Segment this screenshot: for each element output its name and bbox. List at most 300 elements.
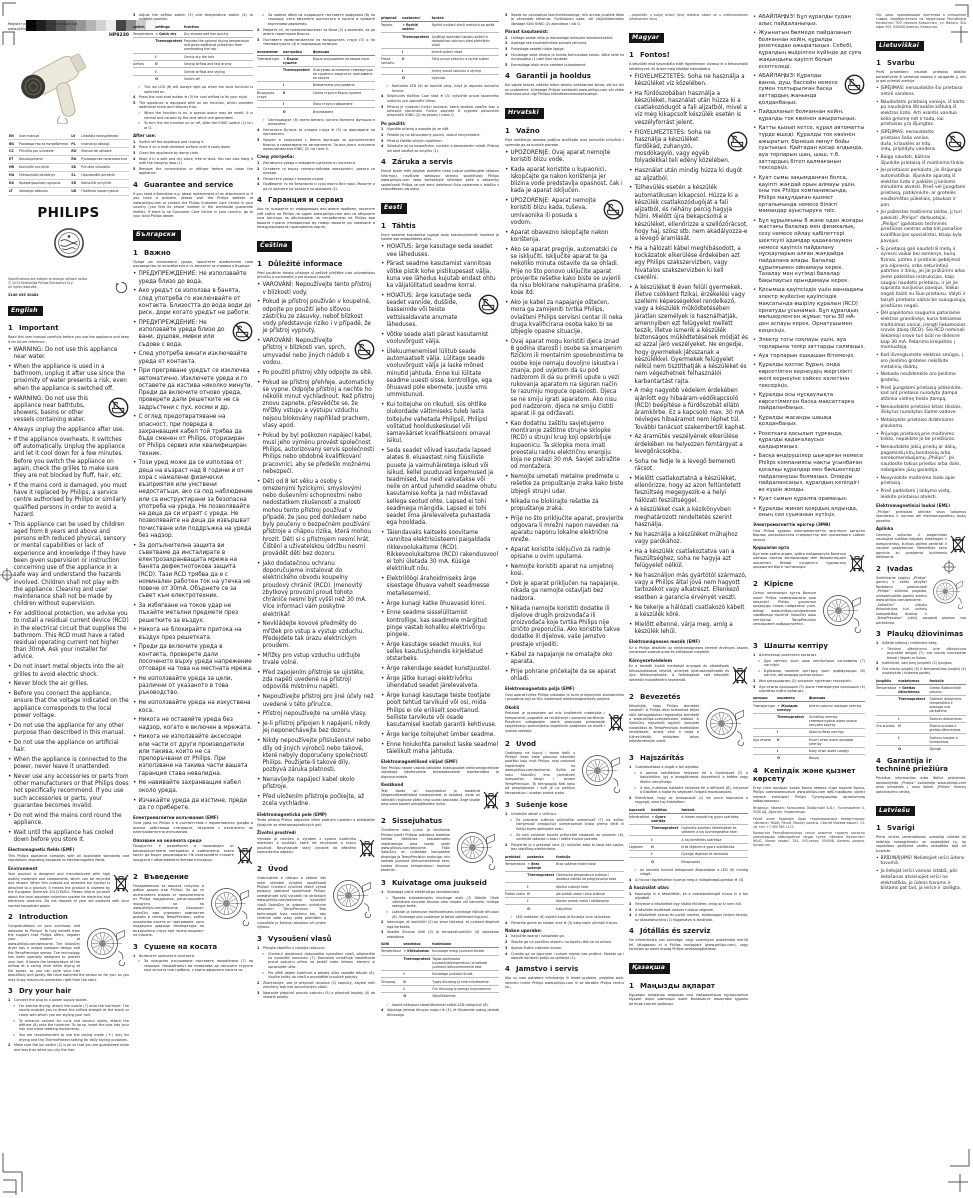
safety-bullet: [381, 332, 499, 346]
step-marker: 2: [629, 902, 632, 907]
safety-bullet: [8, 740, 129, 754]
table-header: funktsioon: [432, 941, 499, 948]
step-marker: 1: [505, 35, 508, 40]
step-marker: »: [138, 121, 141, 126]
step-item: [753, 679, 865, 683]
bullet-text: Jako dodatečnou ochranu doporučujeme instalovat do elektrického obvodu koupelny proudový chránič (RCD). Jmenovitý zbytkový provozní proud tohoto chrániče nesmí být vyšší než 30 mA. Více informací vám poskytne elektrikář.: [262, 560, 367, 618]
table-cell: [381, 48, 402, 55]
safety-bullet: [8, 664, 129, 678]
weee-bin-icon: [732, 665, 748, 686]
step-item: [505, 818, 624, 831]
safety-bullet: [876, 869, 966, 892]
section-number: 4: [257, 196, 262, 205]
table-cell: Optimali džiovinimo temperatūra ir apsauga nuo perkaitimo: [930, 696, 967, 715]
bullet-text: Ako je kabel za napajanje oštećen, mora ga zamijeniti tvrtka Philips, ovlašteni Philips servisni centar ili neka druga kvalificirana osoba kako bi se izbjegle opasne situacije.: [510, 300, 623, 335]
safety-bullet-list: [257, 282, 375, 808]
step-marker: ✓: [138, 111, 141, 116]
step-list: [505, 13, 624, 26]
language-name: Instrukcja obsługi: [80, 140, 129, 148]
bullet-text: Преди да включите уреда в контакта, проверете дали посоченото върху уреда напрежение отговаря на това на местната мрежа.: [138, 644, 253, 673]
step-marker: 2: [8, 1043, 11, 1048]
subsection-heading: Elektromagnetilised väljad (EMF): [381, 759, 458, 765]
table-cell: Optimalna temperatura sušenja i dodatna zaštita od pregrijavanja kose: [556, 871, 624, 882]
table-cell: Thermoprotect: [777, 713, 809, 728]
paragraph: Осы Philips құралы электромагниттік өрістерге қатысты барлық қолданыстағы стандарттар мен ережелерге сәйкес келеді.: [753, 528, 865, 542]
step-text: To enhance volume for curls and bouncy styles, attach the diffuser (8) onto the hairdryer. To do so, insert the pins into your hair and make rotating movements.: [19, 1018, 129, 1032]
table-row: [257, 101, 375, 108]
step-marker: 2: [876, 661, 879, 666]
table-cell: II: [403, 978, 432, 985]
table-cell: Silný proud vzduchu a rychlé sušení: [432, 56, 499, 67]
bullet-text: Nenavíjejte napájecí kabel okolo přístroje.: [262, 777, 355, 791]
bullet-text: Használat után mindig húzza ki dugót az aljzatból.: [634, 168, 743, 182]
section-heading: [505, 965, 624, 973]
table-row: [876, 715, 966, 722]
settings-table: [381, 941, 499, 999]
step-marker: 1: [8, 998, 11, 1003]
bullet-text: Қатты қызып кетсе, құрал автоматты түрде өшеді. Құралды ток көзінен ажыратып, бірнеше минут бойы суытыңыз. Қайтадан қосар алдында, ауа торларын шаң, шаш, т.б. заттардың бітеп қалмағанын тексеріңіз.: [758, 125, 865, 172]
table-cell: ☀ Brzo sušenje: [527, 860, 556, 871]
step-item: [505, 47, 624, 51]
step-marker: 3: [133, 13, 136, 17]
step-marker: 5: [505, 13, 508, 17]
subsection-heading: Okoliš: [505, 704, 520, 710]
section-heading: [876, 565, 966, 573]
step-text: Csatlakoztassa a dugót a fali aljzatba.: [635, 765, 700, 770]
no-bathtub-icon: [478, 294, 499, 318]
safety-bullet: [876, 856, 966, 867]
step-marker: »: [13, 1004, 16, 1009]
step-marker: 4: [257, 182, 260, 187]
safety-bullet: [257, 694, 375, 708]
safety-bullet: [629, 91, 748, 127]
hairdryer-diagram: [83, 925, 129, 969]
safety-bullet: [257, 370, 375, 377]
table-cell: Greitai išdžiovinkite plaukus: [930, 684, 967, 695]
table-cell: Thermoprotect: [402, 33, 432, 48]
bullet-text: Děti od 8 let věku a osoby s omezenými fyzickými, smyslovými nebo duševními schopnostmi nebo nedostatkem zkušeností a znalostí mohou tento přístroj používat v případě, že jsou pod dohledem nebo byly poučeny o bezpečném používání přístroje a chápou rizika, která mohou hrozit. Děti si s přístrojem nesmí hrát. Čištění a uživatelskou údržbu nesmí provádět děti bez dozoru.: [262, 478, 371, 558]
table-header: funkcija: [930, 678, 967, 685]
safety-bullet: [257, 711, 375, 718]
language-code: PL: [70, 140, 80, 148]
step-text: Keep it in a safe and dry place, free of dust. You can also hang it with the hanging loop (1).: [139, 156, 253, 166]
step-item: [505, 952, 624, 961]
section-heading: [629, 693, 748, 701]
section-title: Кіріспе: [764, 580, 794, 589]
settings-table: [505, 854, 624, 912]
language-name: Felhasználói kézikönyv: [18, 171, 70, 179]
safety-bullet: [381, 448, 499, 528]
table-header: параметр: [777, 695, 809, 702]
step-text: Kontrolka LED (6) se rozsvítí vždy, když je zapnuta ionizační funkce.: [392, 84, 499, 93]
safety-bullet-list: [8, 347, 129, 844]
step-list: [257, 161, 375, 191]
safety-bullet: [8, 522, 129, 609]
step-text: Ион қосқышының (2) қосылып тұрғанын тексеріңіз.: [759, 678, 852, 683]
step-marker: 1: [505, 812, 508, 817]
step-text: Įsitikinkite, kad jonų jungiklis (2) įjungtas.: [882, 661, 953, 666]
bullet-text: Enne seadme sisselülitamist kontrollige, kas seadmele märgitud pinge vastab kohaliku elektrivõrgu pingele.: [386, 610, 487, 639]
bullet-text: Do not insert metal objects into the air grilles to avoid electric shock.: [13, 664, 125, 678]
table-header: nustatymas: [898, 678, 929, 685]
step-marker: »: [510, 832, 513, 837]
step-text: Asetage see kuumakindlale pinnale jahtuma.: [511, 41, 588, 46]
safety-bullet: [133, 320, 253, 349]
step-text: Дәл кептіру үшін шаш кептіргішке саптаманы (7) кигізіңіз.: [764, 658, 865, 667]
paragraph-text: Gaminys sukurtas ir pagamintas naudojant aukštos kokybės medžiagas ir komponentus, kuriuos galima perdirbti ir naudoti pakartotinai. Nemeškite seno gaminio su įprastomis buitinėmis atliekomis.: [876, 532, 947, 560]
bullet-text: Ha a hálózati kábel meghibásodott, a kockázatok elkerülése érdekében azt egy Philips szakszervizben, vagy hivatalos szakszervizben ki kell cserélni.: [634, 245, 741, 281]
step-text: Za veći volumen kovrča pričvrstite nastavak za volumen (8), umetnite izdanke u kosu i radite kružne pokrete.: [516, 832, 624, 841]
language-banner: Hrvatski: [505, 108, 544, 119]
step-marker: 3: [381, 138, 384, 143]
step-marker: 2: [505, 41, 508, 46]
table-row: [133, 53, 253, 60]
philips-logo: PHILIPS: [37, 204, 100, 221]
step-text: Place it on a heat-resistant surface until it cools down.: [139, 145, 232, 150]
safety-bullet: [133, 351, 253, 365]
step-item: [505, 36, 624, 40]
step-marker: 2: [381, 133, 384, 138]
table-cell: Légáram: [629, 843, 651, 850]
column-8: [876, 13, 966, 1188]
paragraph: Ha információra van szüksége, vagy valamilyen problémája merült fel, látogasson el a Philips honlapjára (www.philips.com), vagy forduljon az adott ország Philips vevőszolgálatához.: [629, 938, 748, 952]
bullet-text: WARNING: Do not use this appliance near water.: [13, 346, 118, 361]
section-number: 3: [257, 934, 262, 943]
step-item: [381, 1008, 499, 1017]
safety-bullet: [876, 432, 966, 443]
bullet-text: Az áramütés veszélyének elkerülése érdekében ne helyezzen fémtárgyat a levegőrácsokba.: [634, 434, 743, 455]
table-cell: [257, 108, 283, 115]
safety-bullet: [257, 738, 375, 774]
safety-bullet: [8, 723, 129, 737]
step-item: [133, 151, 253, 155]
step-list: [629, 868, 748, 883]
bullet-text: Ako se aparat pregrije, automatski će se isključiti. Isključite aparat te ga nekoliko minuta ostavite da se ohladi. Prije no što ponovo uključite aparat provjerite rešetke kako biste se uvjerili da nisu blokirane nakupinama prašine, kose itd.: [510, 246, 622, 297]
paragraph-text: Teie toode on kavandatud ja toodetud kõrgekvaliteedilistest materjalidest ja osadest, mida on võimalik ringlusse võtta ning uuesti kasutada. Ärge visake oma vana toodet olmejäätmete hulka.: [381, 788, 480, 807]
step-item: [133, 954, 253, 958]
section-heading: [629, 927, 748, 935]
safety-bullet: [505, 300, 624, 336]
bullet-text: Prieš padėdami į laikymo vietą, leiskite prietaisui atvėsti.: [880, 488, 951, 500]
table-header: функция: [313, 49, 375, 56]
table-row: [505, 905, 624, 912]
safety-bullet: [876, 247, 966, 310]
bullet-text: Täiendavaks kaitseks soovitame vannitoa elektrisüsteemi paigaldada rikkevoolukaitsme (RCD). Rikkevoolukaitsme (RCD) rakendusvool ei tohi ületada 30 mA. Küsige elektrikult nõu.: [386, 530, 499, 573]
subsection-heading: Elektromagnetska polja (EMF): [505, 686, 575, 692]
bullet-text: Бұл құрылғыны 8 және одан жоғары жастағы балалар мен физикалық, сезу немесе ойлау қабілеттері шектеулі адамдар қадағалаумен немесе қауіпсіз пайдалану нұсқауларын алған жағдайда пайдалана алады. Балалар құрылғымен ойнамауы керек. Тазалау мен күтімді балалар бақылаусыз орындамауы керек.: [758, 217, 863, 285]
bullet-text: Ако уредът се използва в банята, след употреба го изключвайте от контакта. Близостта до вода води до риск, дори когато уредът не работи.: [138, 288, 252, 317]
bullet-text: Po použití přístroj vždy odpojte ze sítě.: [262, 369, 373, 376]
bullet-text: Před uložením přístroje počkejte, až zcela vychladne.: [262, 794, 365, 808]
table-cell: Dry shower-wet hair quickly: [184, 30, 253, 37]
language-code: KK: [8, 179, 18, 187]
section-title: Маңызды ақпарат: [640, 981, 715, 990]
table-cell: [753, 747, 777, 754]
section-title: Кепілдік және қызмет көрсету: [753, 766, 856, 783]
safety-bullet: [629, 74, 748, 88]
language-code: BG: [8, 140, 18, 148]
language-row: [8, 132, 129, 139]
paragraph: Құралды қолданар алдында осы пайдаланушы нұсқаулығын мұқият оқып шығыңыз және болашақта анықтама құралы ретінде сақтап қойыңыз.: [629, 992, 748, 1006]
step-item: [257, 161, 375, 165]
bullet-text: HOIATUS: ärge kasutage seda seadet vannide, duššide, basseinide või teiste vettsisaldavate anumate läheduses.: [386, 292, 472, 328]
bullet-text: Mřížky pro vstup vzduchu udržujte trvale volné.: [262, 652, 361, 667]
table-cell: Switch off: [184, 75, 253, 82]
table-cell: Thermoprotect: [155, 38, 184, 53]
safety-bullet-list: [133, 271, 253, 812]
paragraph: Read this user manual carefully before you use the appliance and keep it for future reference.: [8, 335, 129, 344]
table-cell: [629, 824, 651, 835]
subsection-heading: Környezetvédelem: [629, 657, 673, 663]
step-text: A készüléket száraz és portól mentes, biztonságos helyen tárolja; az akasztóhurokra (1) függesztve is tárolható.: [635, 913, 748, 922]
recycle-icon: [115, 279, 128, 298]
section-heading: [629, 51, 748, 59]
model-number: HP8230: [109, 33, 129, 39]
safety-bullet: [133, 414, 253, 457]
section-title: Įvadas: [887, 564, 913, 573]
paragraph: Ресей және Кедендік Одақ территориясына импорттаушы: «Филипс» ЖШҚ, Ресей, Мәскеу қаласы, Сергей Макеев көшесі, 13-үй, тел. +7 495 961-1111: [753, 816, 865, 829]
paragraph: See Philipsi seade vastab kõikidele kokkupuudet elektromagnetiliste väljadega käsitlevatele kohaldatavatele standarditele ja õigusnormidele.: [381, 765, 499, 779]
paragraph-with-figure: [629, 704, 748, 750]
bullet-text: Kada aparat koristite u kupaonici, iskopčajte ga nakon korištenja jer blizina vode predstavlja opasnost, čak i kada je aparat isključen.: [510, 166, 623, 195]
language-code: RU: [70, 156, 80, 164]
table-cell: Баяу ағын және сәндеу: [809, 747, 865, 754]
step-marker: 3: [381, 930, 384, 935]
paragraph-text: Gratulujeme k nákupu a vítáme Vás mezi uživateli výrobků společnosti Philips! Chcete-li využívat všech výhod podpory nabízené společností Philips, zaregistrujte svůj výrobek na stránkách www.philips.com/welcome. Vysoušeč vlasů SalonDry je vybaven unikátním senzorem TempPrecision. Tato technologie byla navržena tak, aby chránila vaše vlasy před přehřátím a vysoušela je šetrnou teplotou při plném výkonu.: [257, 876, 326, 930]
paragraph-text: Sveikiname įsigijus „Philips“ gaminį ir sveiki atvykę! Norėdami pasinaudoti „Philips“ siūloma pagalba, užregistruokite gaminį adresu www.philips.com/welcome. „SalonDry“ plaukų džiovintuvas turi unikalų kompaktišką dizainą ir „TempPrecision“ jutiklį, saugantį plaukus nuo perkaitimo.: [876, 575, 966, 625]
table-cell: Gently dry the hair: [184, 53, 253, 60]
table-cell: [629, 851, 651, 858]
bullet-text: Never block the air grilles.: [13, 681, 89, 688]
paragraph: Өндіруші: «Филипс Консьюмер Лайфстайл Б.В.», Туссендиепен 4, 9206 АД, Драхтен, Нидерланды.: [753, 806, 865, 815]
bullet-text: This appliance can be used by children aged from 8 years and above and persons with reduced physical, sensory or mental capabilities or lack of experience and knowledge if they have been given supervision or instruction concerning use of the appliance in a safe way and understand the hazards involved. Children shall not play with the appliance. Cleaning and user maintenance shall not be made by children without supervision.: [13, 521, 126, 608]
section-heading: [876, 824, 966, 832]
step-item: [381, 94, 499, 103]
table-row: [133, 38, 253, 53]
language-banner: Latviešu: [876, 806, 915, 817]
step-marker: ✓: [262, 117, 265, 122]
step-text: Clean the appliance by damp cloth.: [139, 151, 200, 156]
step-text: Isključite aparat i iskopčajte ga.: [511, 934, 565, 939]
step-item: [381, 890, 499, 894]
paragraph-text: Congratulations on your purchase, and welcome to Philips! To fully benefit from the support that Philips offers, register your product at www.philips.com/welcome. The SalonDry dryer has a unique compact design and the TempPrecision sensor. The technology has been specially designed to protect your hair: it keeps the temperature of the airflow at a caring level while drying at full power, so you can style your hair beautifully and gently. We have switched the sensor on for you, so you may enjoy maximum protection right from the start.: [8, 924, 129, 982]
paragraph-text: Õnnitleme ostu puhul ja tervitame Philipsi poolt! Philipsi pakutava tootetoe eeliste täielikuks kasutamiseks registreerige oma toode saidil www.philips.com/welcome. Föön SalonDry on unikaalse kompaktse disainiga ja TempPrecision anduriga, mis kaitseb juukseid ülekuumenemise eest, hoides õhuvoo temperatuuri hoolival tasemel.: [381, 828, 450, 873]
copyright-line: © 2013 Koninklijke Philips Electronics N.V.: [8, 280, 74, 285]
step-text: Tiksliam džiovinimui prie džiovintuvo prijunkite antgalį (7); oro srautą nukreipkite tiesiai į šepetį ar šukas.: [887, 646, 966, 660]
section-number: 4: [629, 927, 634, 936]
step-marker: »: [386, 895, 389, 900]
step-text: A készülék tisztítását nedves ruhával végezze.: [635, 907, 715, 912]
bullet-text: След употреба винаги изключвайте уреда от контакта.: [138, 351, 248, 365]
safety-bullet: [629, 622, 748, 636]
step-marker: ✓: [138, 85, 141, 90]
table-cell: [381, 971, 403, 978]
paragraph-with-figure: [381, 828, 499, 874]
language-code: CS: [8, 148, 18, 156]
table-cell: I: [283, 101, 313, 108]
safety-bullet: [8, 483, 129, 519]
table-cell: [753, 713, 777, 728]
step-marker: 4: [381, 144, 384, 149]
bullet-text: When the appliance is used in a bathroom, unplug it after use since the proximity of water presents a risk, even when the appliance is switched off.: [13, 363, 127, 392]
safety-bullet: [753, 175, 865, 215]
table-row: [505, 871, 624, 882]
table-cell: A frissen mosott haj gyors szárítása: [681, 813, 748, 824]
table-cell: Ылғал шашты жылдам кептіру: [809, 702, 865, 713]
no-bathtub-icon: [354, 339, 375, 363]
step-item: [629, 771, 748, 784]
safety-bullet: [505, 499, 624, 513]
section-number: 3: [753, 641, 758, 650]
table-header: kapcsoló: [629, 807, 651, 814]
table-cell: I: [527, 883, 556, 890]
table-cell: Temperatura: [505, 860, 527, 871]
settings-table: [629, 807, 748, 865]
bullet-text: Enne hoiukohta panekut laske seadmel täielikult maha jahtuda.: [386, 741, 499, 755]
step-text: Приберете го на безопасно и сухо място без прах. Можете и да го окачите на халката за окачване (1).: [263, 182, 375, 191]
bullet-text: Не използвайте уреда за цели, различни от указаното в това ръководство.: [138, 676, 233, 697]
step-item: [8, 998, 129, 1002]
safety-bullet: [133, 271, 253, 285]
table-cell: [753, 755, 777, 762]
step-item: [257, 991, 375, 1000]
paragraph-with-figure: [8, 924, 129, 982]
step-text: Vajutage jaheda õhuvoo nuppu ❄ (3), et fikseerida soeng jaheda õhuvooga.: [387, 1008, 499, 1017]
bullet-text: Ärge kunagi katke õhuavasid kinni.: [386, 600, 487, 607]
step-text: A dús, hullámos hatásért helyezze fel a diffúzort (8), helyezze a tüskéket a hajba és végezzen forgató mozdulatokat.: [640, 785, 748, 795]
table-row: [381, 22, 499, 33]
table-row: [753, 702, 865, 713]
bullet-text: Қосымша қауіпсіздік үшін ваннадағы электр жүйесіне қауіпсіздік мақсатында өшірілу құралын (RCD) орнатуды ұсынамыз. Бұл құралдың мөлшерленген жұмыс тогы 30 мА-ден аспауы керек. Орнатушымен кеңесіңіз.: [758, 287, 864, 334]
language-name: Príručka užívateľa: [80, 163, 129, 171]
step-item: [133, 13, 253, 22]
step-item: [381, 139, 499, 143]
step-marker: 3: [876, 667, 879, 672]
step-item: [257, 138, 375, 151]
step-item: [257, 946, 375, 950]
bullet-text: FIGYELMEZTETÉS: Soha ne használja a készüléket víz közelében.: [634, 73, 745, 87]
step-item: [505, 812, 624, 816]
table-row: [257, 66, 375, 81]
table-row: [133, 60, 253, 67]
bullet-text: АБАЙЛАҢЫЗ! Құралды ванна, душ, бассейн немесе сумен толтырылған басқа заттардың жанында қолданбаңыз.: [758, 72, 838, 106]
paragraph: Ovaj aparat tvrtke Philips sukladan je svim primjenjivim standardima i propisima koji se tiču izloženosti elektromagnetskim poljima.: [505, 692, 624, 702]
paragraph-with-figure: [133, 884, 253, 938]
bullet-text: HOIATUS: ärge kasutage seda seadet vee läheduses.: [386, 244, 493, 258]
table-row: [505, 898, 624, 905]
language-row: [8, 156, 129, 164]
safety-bullet: [8, 774, 129, 810]
safety-bullet: [505, 421, 624, 472]
safety-bullet: [876, 130, 966, 153]
paragraph: Pokud byste měli jakýkoli problém nebo pokud potřebujete nějakou informaci, navštivte webovou stránku společnosti Philips www.philips.com nebo kontaktujte středisko péče o zákazníky společnosti Philips ve své zemi (telefonní číslo naleznete v letáčku s celosvětovou zárukou).: [381, 169, 499, 192]
step-text: Connect the plug to a power supply socket.: [14, 998, 88, 1003]
language-name: Příručka pro uživatele: [18, 148, 70, 156]
table-cell: [381, 955, 403, 970]
table-cell: ☀ Бързо сушене: [283, 55, 313, 66]
column-1: [8, 13, 129, 1188]
step-item: [505, 843, 624, 852]
table-cell: Въздушна струя: [257, 89, 283, 100]
step-text: Оставете го върху топлоустойчива повърхност, докато се охлади.: [263, 166, 375, 175]
step-item: [8, 1004, 129, 1017]
hairdryer-photo: [8, 40, 129, 128]
table-row: [257, 82, 375, 89]
step-list: [629, 765, 748, 804]
bullet-text: Dok je aparat priključen na napajanje, nikada ga nemojte ostavljati bez nadzora.: [510, 581, 620, 602]
step-marker: 3: [257, 990, 260, 995]
safety-bullet: [257, 670, 375, 692]
language-name: Manual de utilizare: [80, 148, 129, 156]
safety-bullet: [257, 338, 375, 367]
safety-bullet: [629, 285, 748, 386]
step-text: Chcete-li dosáhnout dokonalého vysoušení vlasů, připevněte na vysoušeč koncovku (7). Koncovka umožňuje nasměrovat proud vzduchu přímo na kartáč nebo hřeben, kterými si upravujete účes.: [268, 951, 375, 969]
column-3: [257, 13, 375, 1188]
step-item: [381, 105, 499, 118]
table-cell: II: [898, 722, 929, 733]
step-item: [629, 765, 748, 769]
safety-bullet: [133, 627, 253, 641]
safety-bullet: [381, 576, 499, 598]
table-cell: I: [651, 836, 681, 843]
step-item: [629, 902, 748, 906]
step-marker: 2: [257, 27, 260, 32]
paragraph-text: Ez a termék kiváló minőségű anyagok és alkatrészek felhasználásával készült, amelyek újrahasznosíthatók és újra felhasználhatók. A feleslegessé vált készülék szelektív hulladékként kezelendő.: [629, 664, 729, 682]
section-title: Svarīgi: [887, 824, 915, 833]
bullet-text: Túlhevülés esetén a készülék automatikusan kikapcsol. Húzza ki a készülék csatlakozódugóját a fali aljzatból, és néhány percig hagyja hűlni. Mielőtt újra bekapcsolná a készüléket, ellenőrizze a szellőzőrácsot, hogy haj, szösz stb. nem akadályozza-e a levegő áramlását.: [634, 185, 748, 242]
paragraph-with-figure: [876, 533, 966, 560]
table-cell: Strong airflow and fast drying: [184, 60, 253, 67]
safety-bullet: [257, 794, 375, 808]
section-number: 1: [876, 824, 881, 833]
bullet-text: BRĪDINĀJUMS! Nelietojiet ierīci ūdens tuvumā.: [880, 855, 965, 867]
section-number: 4: [505, 72, 510, 81]
section-title: Važno: [516, 127, 540, 136]
bullet-text: Kabel za napajanje ne omatajte oko aparata.: [510, 651, 613, 665]
section-number: 2: [505, 739, 510, 748]
step-marker: 2: [505, 842, 508, 847]
safety-bullet: [629, 130, 748, 166]
bullet-text: Nemojte koristiti aparat na umjetnoj kosi.: [510, 564, 614, 578]
column-5: [505, 13, 624, 1188]
bullet-text: Pokud se přístroj přehřeje, automaticky se vypne. Odpojte přístroj a nechte ho několik minut vychladnout. Než přístroj znovu zapnete, přesvědčte se, že mřížky vstupu a výstupu vzduchu nejsou blokovány například prachem, vlasy apod.: [262, 379, 375, 429]
subsection-heading: A használat után:: [629, 885, 670, 891]
safety-bullet: [505, 516, 624, 545]
safety-bullet: [505, 564, 624, 578]
bullet-text: Kao dodatnu zaštitu savjetujemo montiranje zaštitne strujne sklopke (RCD) u strujni krug koji opskrbljuje kupaonicu. Ta sklopka mora imati preostalu radnu električnu energiju koja ne prelazi 30 mA. Savjet zatražite od montažera.: [510, 420, 621, 471]
bullet-text: Před zapojením přístroje se ujistěte, zda napětí uvedené na přístroji odpovídá místnímu napětí.: [262, 670, 365, 691]
safety-bullet: [8, 830, 129, 844]
safety-bullet: [381, 742, 499, 756]
step-text: Za precizno sušenje pričvrstite usmjerivač (7) na sušilo. Usmjerivač omogućuje usmjeravanje zraka prema četki ili češlju kojim oblikujete kosu.: [516, 818, 624, 831]
step-item: [505, 915, 624, 919]
safety-bullet: [753, 392, 865, 412]
safety-bullet: [753, 125, 865, 172]
safety-bullet: [876, 445, 966, 474]
section-title: Kuivatage oma juukseid: [392, 878, 487, 887]
paragraph-text: Výrobek je navržen a vyroben z vysoce kvalitního materiálu a součástí, které lze recyklovat a znovu používat. Nevyhazujte starý výrobek do běžného komunálního odpadu.: [257, 836, 356, 854]
safety-bullet-list: [753, 14, 865, 519]
table-row: [629, 813, 748, 824]
section-number: 2: [753, 580, 758, 589]
bullet-text: Ne használja a készüléket műhajhoz vagy parókához.: [634, 531, 738, 545]
table-cell: Temperatūra: [876, 684, 898, 695]
table-cell: [381, 985, 403, 992]
step-marker: 3: [505, 47, 508, 52]
step-item: [753, 653, 865, 657]
step-marker: »: [386, 910, 389, 915]
safety-bullet: [753, 453, 865, 493]
